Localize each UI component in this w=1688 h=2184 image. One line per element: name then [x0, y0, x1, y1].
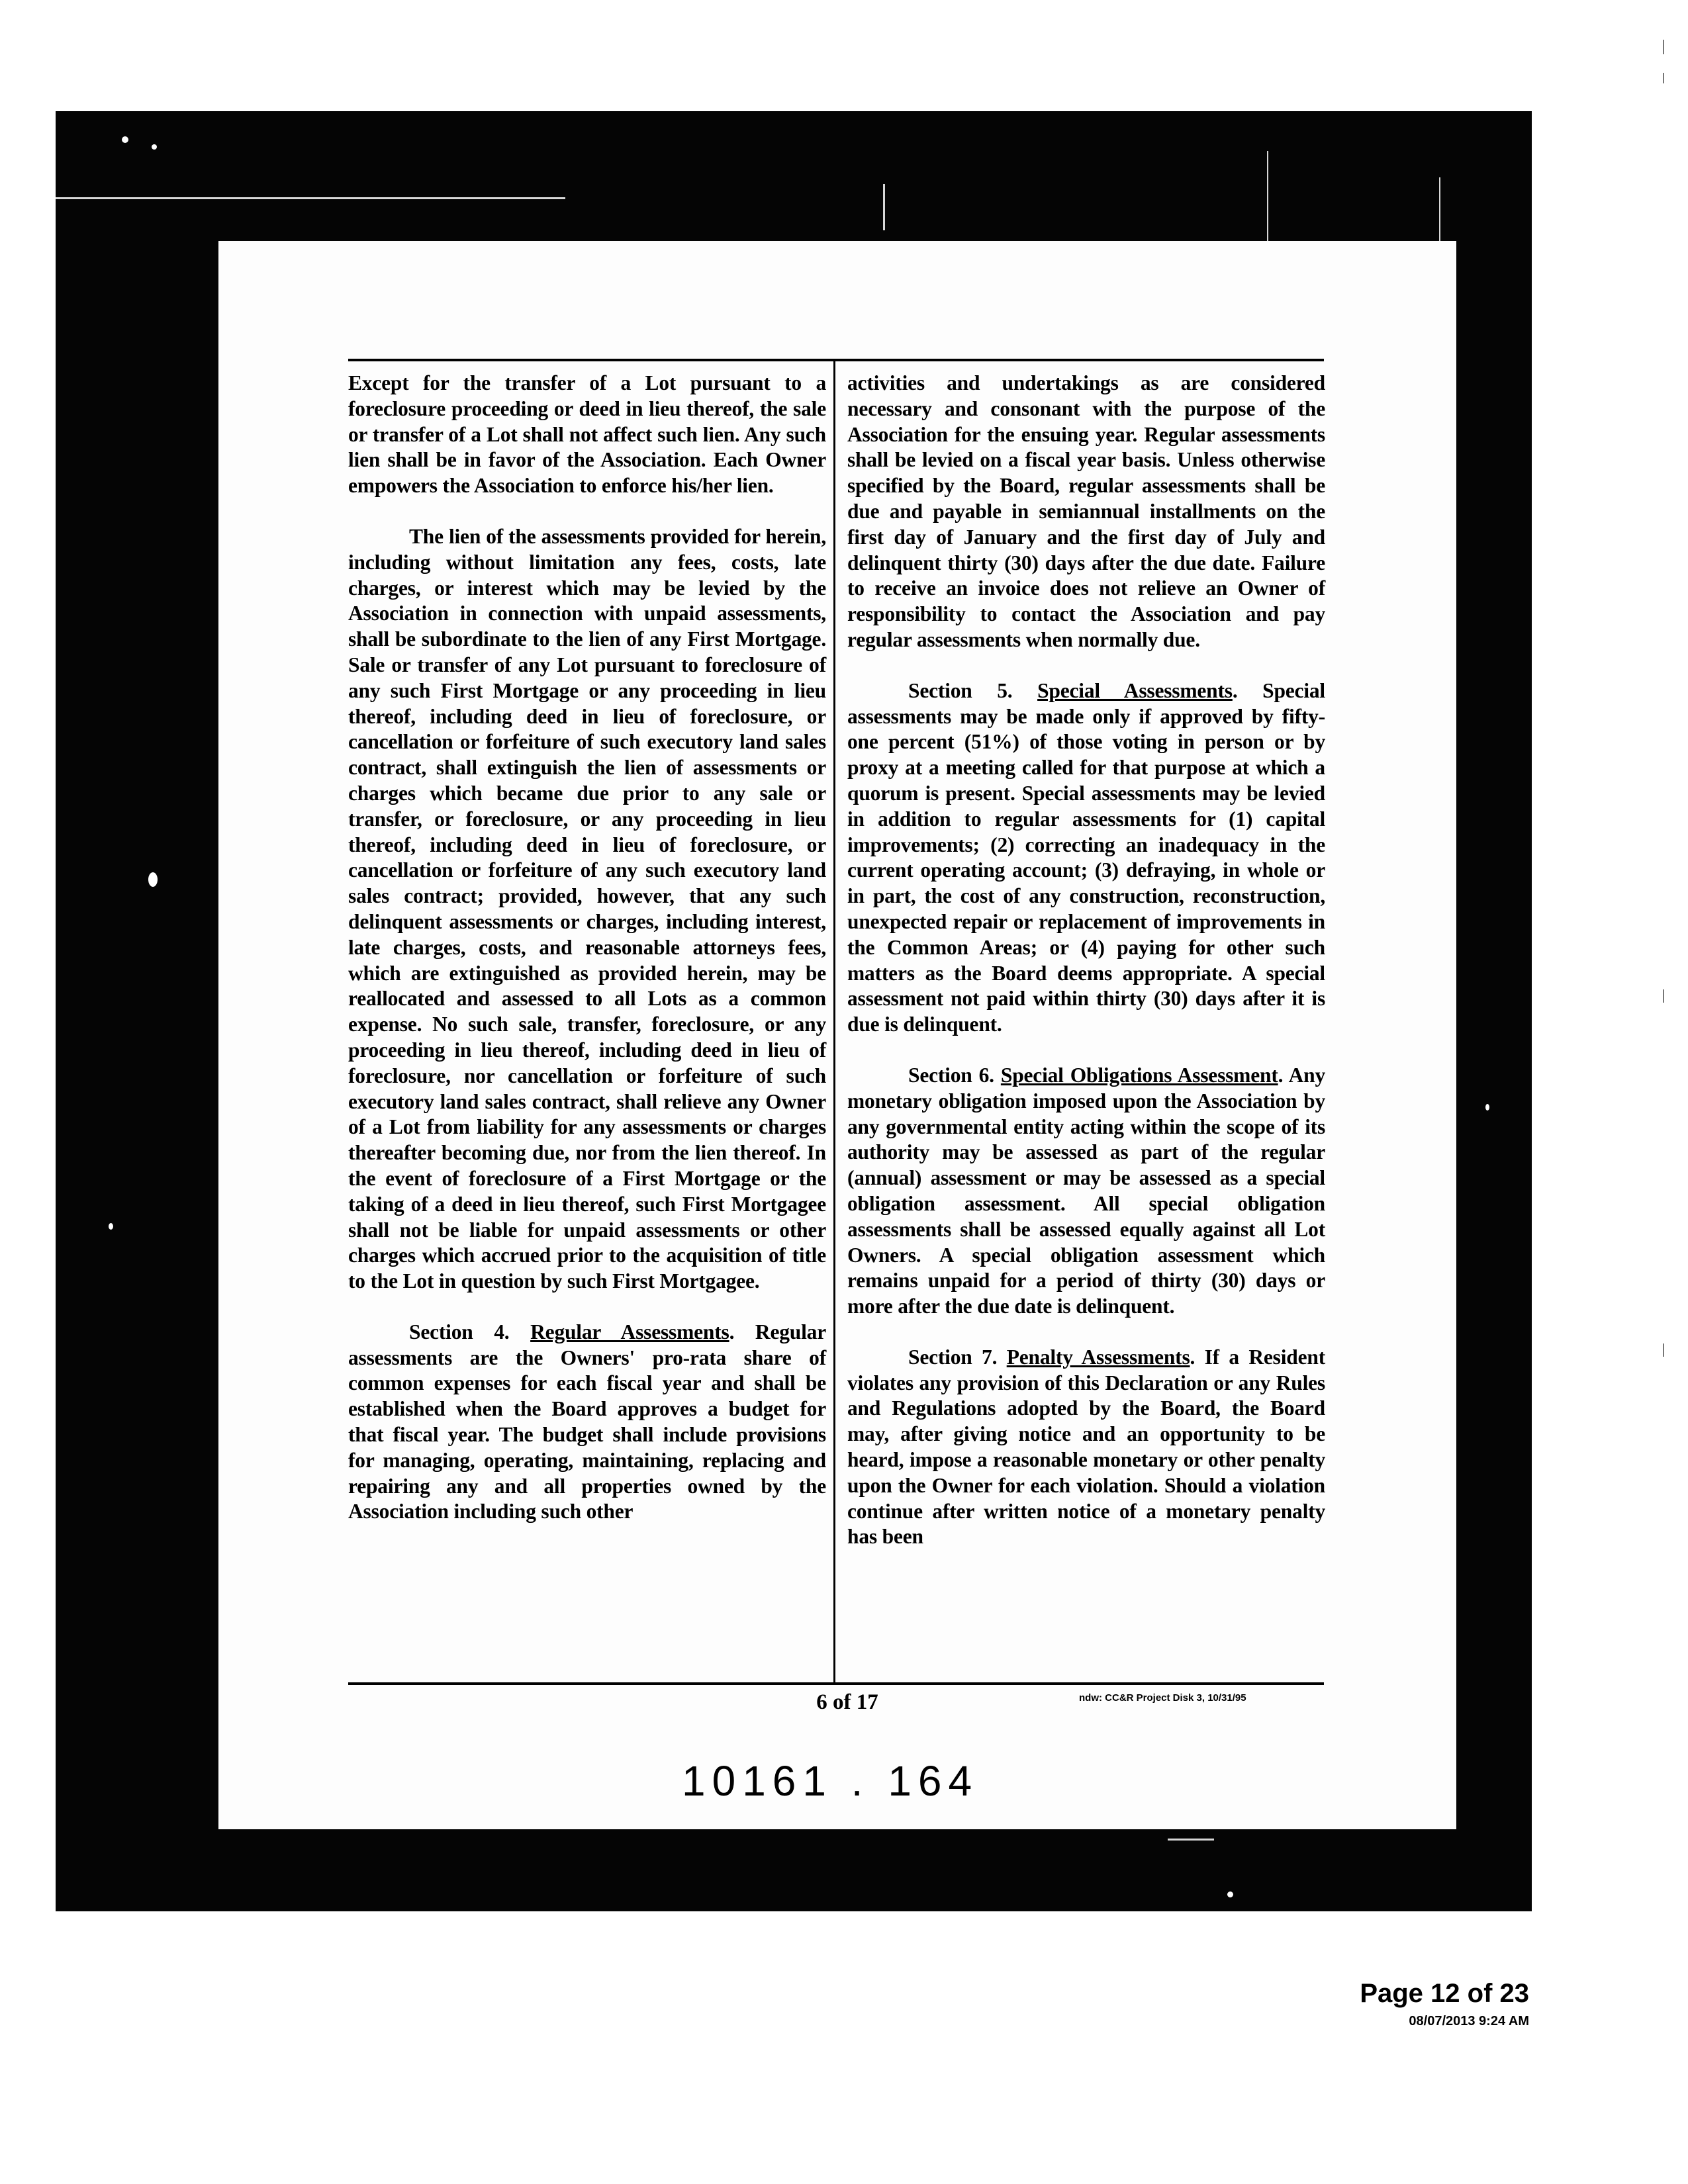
section-7-paragraph — [847, 1345, 1325, 1550]
scan-streak — [56, 197, 565, 199]
section-6-paragraph — [847, 1063, 1325, 1320]
section-7-label: Section 7. — [908, 1345, 998, 1369]
lien-transfer-paragraph: Except for the transfer of a Lot pursuant to a foreclosure proceeding or deed in lieu thereof, the sale or transfer of a Lot shall not affect such lien. Any such lien shall be in favor of the Association. Each Owner empowers the Association to enforce his/her lien. — [348, 371, 826, 498]
section-4-text: . Regular assessments are the Owners' pro-rata share of common expenses for each fiscal year and shall be established when the Board approves a budget for that fiscal year. The budget shall include provisions for managing, operating, maintaining, replacing and repairing any and all properties owned by the Association including such other — [348, 1320, 826, 1524]
edge-mark — [1663, 989, 1664, 1003]
section-6-title: Special Obligations Assessment — [1000, 1063, 1278, 1087]
regular-assessments-continued-paragraph: activities and undertakings as are considered necessary and consonant with the purpose of the Association for the ensuing year. Regular assessments shall be levied on a fiscal year basis. Unless otherwise specified by the Board, regular assessments shall be due and payable in semiannual installments on the first day of January and the first day of July and delinquent thirty (30) days after the due date. Failure to receive an invoice does not relieve an Owner of responsibility to contact the Association and pay regular assessments when normally due. — [847, 371, 1325, 651]
section-4-label: Section 4. — [409, 1320, 510, 1343]
section-7-title: Penalty Assessments — [1006, 1345, 1190, 1369]
scan-speck — [152, 144, 157, 150]
section-5-label: Section 5. — [908, 678, 1013, 702]
document-page-number: 6 of 17 — [816, 1690, 878, 1714]
scan-speck — [109, 1223, 113, 1230]
file-reference: ndw: CC&R Project Disk 3, 10/31/95 — [1079, 1692, 1246, 1704]
section-5-paragraph — [847, 678, 1325, 1038]
scan-streak — [883, 184, 885, 230]
scan-streak — [1168, 1839, 1214, 1841]
viewer-page-label: Page 12 of 23 — [1360, 1979, 1529, 2008]
scan-speck — [148, 872, 158, 887]
scan-speck — [122, 136, 128, 143]
section-4-paragraph — [348, 1320, 826, 1525]
document-sheet — [218, 241, 1456, 1829]
edge-mark — [1663, 1343, 1664, 1357]
section-5-text: . Special assessments may be made only if approved by fifty-one percent (51%) of those voting in person or by proxy at a meeting called for that purpose at which a quorum is present. Special assessments may be levied in addition to regular assessments for (1) capital improvements; (2) correcting an inadequacy in the current operating account; (3) defraying, in whole or in part, the cost of any construction, reconstruction, unexpected repair or replacement of improvements in the Common Areas; or (4) paying for other such matters as the Board deems appropriate. A special assessment not paid within thirty (30) days after it is due is delinquent. — [847, 678, 1325, 1036]
lien-subordination-paragraph: The lien of the assessments provided for herein, including without limitation any fees, costs, late charges, or interest which may be levied by the Association in connection with unpaid assessments, shall be subordinate to the lien of any First Mortgage. Sale or transfer of any Lot pursuant to foreclosure of any such First Mortgage or any proceeding in lieu thereof, including deed in lieu of foreclosure, or cancellation or forfeiture of such executory land sales contract, shall extinguish the lien of assessments or charges which became due prior to any sale or transfer, or foreclosure, or any proceeding in lieu thereof, including deed in lieu of foreclosure, or cancellation or forfeiture of any such executory land sales contract; provided, however, that any such delinquent assessments or charges, including interest, late charges, costs, and reasonable attorneys fees, which are extinguished as provided herein, may be reallocated and assessed to all Lots as a common expense. No such sale, transfer, foreclosure, or any proceeding in lieu thereof, including deed in lieu of foreclosure, nor cancellation or forfeiture of such executory land sales contract, shall relieve any Owner of a Lot from liability for any assessments or charges thereafter becoming due, nor from the lien thereof. In the event of foreclosure of a First Mortgage or the taking of a deed in lieu thereof, such First Mortgagee shall not be liable for unpaid assessments or other charges which accrued prior to the acquisition of title to the Lot in question by such First Mortgagee. — [348, 524, 826, 1293]
bottom-rule — [348, 1682, 1324, 1685]
section-6-text: . Any monetary obligation imposed upon the Association by any governmental entity acting within the scope of its authority may be assessed as part of the regular (annual) assessment or may be assessed as a special obligation assessment. All special obligation assessments shall be assessed equally against all Lot Owners. A special obligation assessment which remains unpaid for a period of thirty (30) days or more after the due date is delinquent. — [847, 1063, 1325, 1318]
top-rule — [348, 359, 1324, 361]
section-4-title: Regular Assessments — [530, 1320, 729, 1343]
scan-speck — [1227, 1891, 1233, 1897]
left-column — [348, 371, 826, 1550]
viewer-timestamp: 08/07/2013 9:24 AM — [1409, 2014, 1529, 2028]
section-5-title: Special Assessments — [1037, 678, 1233, 702]
column-divider — [833, 360, 835, 1684]
recording-stamp: 10161 . 164 — [682, 1757, 979, 1805]
edge-mark — [1663, 40, 1664, 54]
section-7-text: . If a Resident violates any provision of this Declaration or any Rules and Regulations adopted by the Board, the Board may, after giving notice and an opportunity to be heard, impose a reasonable monetary or other penalty upon the Owner for each violation. Should a violation continue after written notice of a monetary penalty has been — [847, 1345, 1326, 1549]
edge-mark — [1663, 73, 1664, 83]
scan-streak — [1267, 151, 1268, 244]
section-6-label: Section 6. — [908, 1063, 994, 1087]
right-column — [847, 371, 1325, 1575]
scan-speck — [1485, 1104, 1489, 1111]
